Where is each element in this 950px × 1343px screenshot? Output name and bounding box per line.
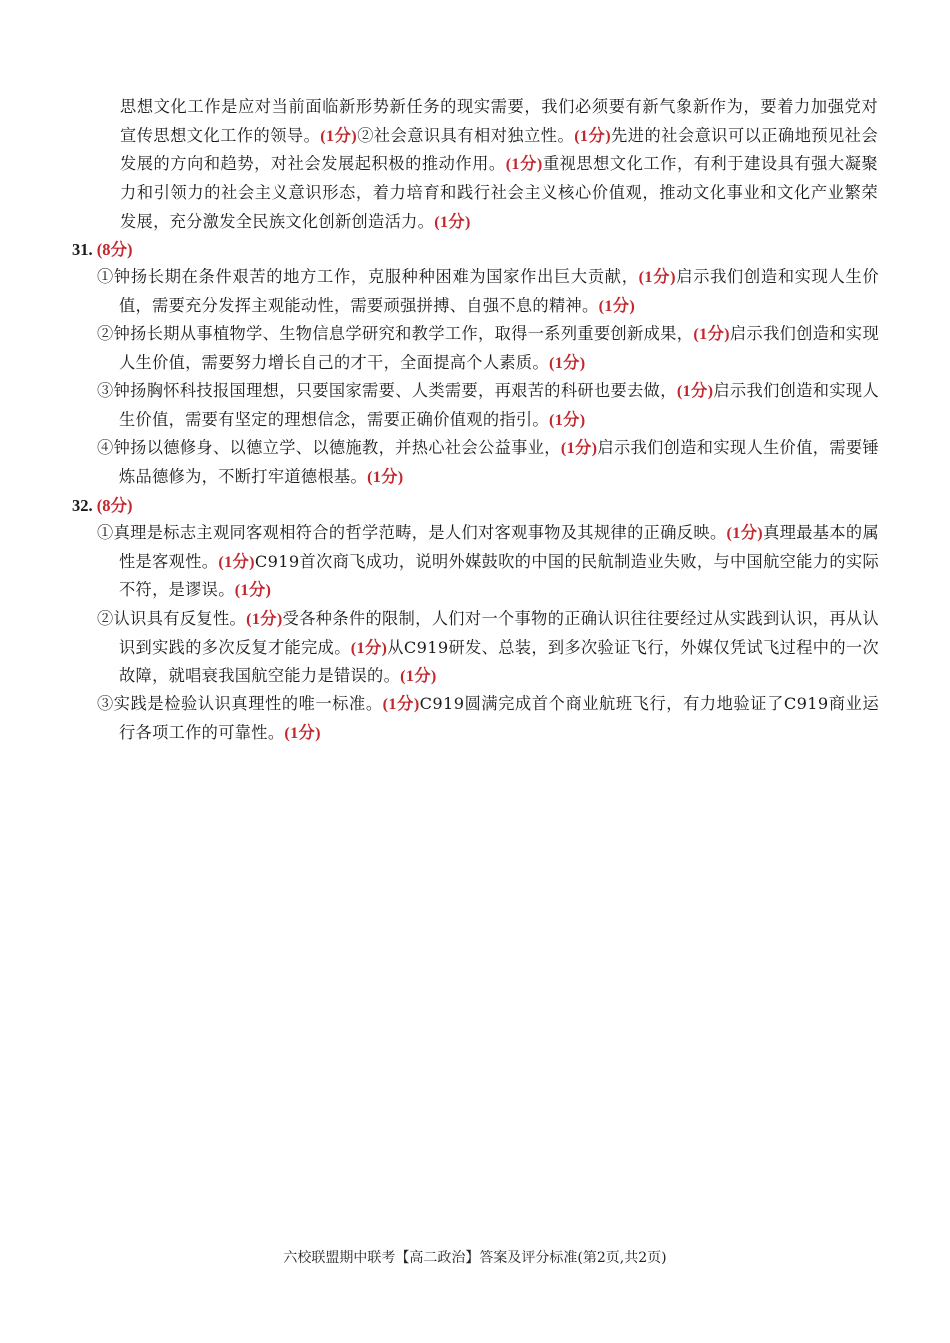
q32-answer-item-3 [97, 690, 879, 747]
answer-text: C919首次商飞成功，说明外媒鼓吹的中国的民航制造业失败，与中国航空能力的实际不符，是谬误。 [119, 551, 879, 600]
score-mark: (1分) [726, 524, 764, 542]
score-mark: (1分) [560, 439, 598, 457]
score-mark: (1分) [218, 552, 255, 571]
question-points: (8分) [96, 240, 133, 259]
question-32-heading [72, 492, 133, 520]
answer-text: ②社会意识具有相对独立性。 [357, 125, 575, 145]
score-mark: (1分) [350, 638, 388, 657]
score-mark: (1分) [548, 410, 586, 429]
score-mark: (1分) [676, 382, 714, 400]
score-mark: (1分) [367, 467, 404, 486]
score-mark: (1分) [382, 695, 420, 713]
question-points: (8分) [96, 496, 133, 515]
answer-text: 从C919研发、总装，到多次验证飞行，外媒仅凭试飞过程中的一次故障，就唱衰我国航空能力是错误的。 [119, 637, 879, 686]
q32-answer-item-1 [97, 519, 879, 605]
q31-answer-item-4 [97, 434, 879, 491]
answer-text: 真理最基本的属性是客观性。 [119, 523, 880, 571]
score-mark: (1分) [234, 581, 272, 600]
q31-answer-item-1 [97, 263, 879, 320]
score-mark: (1分) [400, 667, 437, 686]
answer-text: 思想文化工作是应对当前面临新形势新任务的现实需要，我们必须要有新气象新作为，要着力加强党对宣传思想文化工作的领导。 [120, 97, 878, 145]
score-mark: (1分) [574, 126, 611, 145]
answer-text: 重视思想文化工作，有利于建设具有强大凝聚力和引领力的社会主义意识形态，着力培育和践行社会主义核心价值观，推动文化事业和文化产业繁荣发展，充分激发全民族文化创新创造活力。 [120, 154, 878, 231]
score-mark: (1分) [598, 296, 636, 315]
answer-text: 受各种条件的限制，人们对一个事物的正确认识往往要经过从实践到认识，再从认识到实践的多次反复才能完成。 [119, 609, 879, 657]
score-mark: (1分) [284, 723, 321, 742]
score-mark: (1分) [505, 155, 543, 174]
answer-text: ④钟扬以德修身、以德立学、以德施教，并热心社会公益事业， [97, 438, 561, 457]
score-mark: (1分) [548, 353, 586, 372]
answer-text: C919圆满完成首个商业航班飞行，有力地验证了C919商业运行各项工作的可靠性。 [119, 694, 879, 742]
score-mark: (1分) [693, 325, 730, 343]
intro-paragraph [120, 93, 878, 237]
score-mark: (1分) [638, 268, 676, 286]
answer-text: ①真理是标志主观同客观相符合的哲学范畴，是人们对客观事物及其规律的正确反映。 [97, 523, 727, 542]
answer-text: ③钟扬胸怀科技报国理想，只要国家需要、人类需要，再艰苦的科研也要去做， [97, 381, 677, 400]
score-mark: (1分) [434, 212, 471, 231]
q31-answer-item-2 [97, 320, 879, 377]
score-mark: (1分) [246, 610, 283, 628]
question-31-heading [72, 236, 133, 264]
answer-text: 启示我们创造和实现人生价值，需要有坚定的理想信念，需要正确价值观的指引。 [119, 381, 880, 429]
answer-text: ②认识具有反复性。 [97, 609, 247, 628]
answer-text: ②钟扬长期从事植物学、生物信息学研究和教学工作，取得一系列重要创新成果， [97, 324, 694, 343]
score-mark: (1分) [320, 126, 358, 145]
question-number: 32. [72, 496, 93, 515]
q31-answer-item-3 [97, 377, 879, 434]
q32-answer-item-2 [97, 605, 879, 691]
question-number: 31. [72, 240, 93, 259]
page-footer: 六校联盟期中联考【高二政治】答案及评分标准(第2页,共2页) [283, 1250, 667, 1266]
answer-text: 先进的社会意识可以正确地预见社会发展的方向和趋势，对社会发展起积极的推动作用。 [120, 125, 879, 174]
answer-text: ①钟扬长期在条件艰苦的地方工作，克服种种困难为国家作出巨大贡献， [97, 267, 639, 286]
answer-text: 启示我们创造和实现人生价值，需要锤炼品德修为，不断打牢道德根基。 [119, 438, 879, 486]
answer-text: ③实践是检验认识真理性的唯一标准。 [97, 694, 383, 713]
answer-text: 启示我们创造和实现人生价值，需要努力增长自己的才干，全面提高个人素质。 [119, 324, 879, 372]
answer-text: 启示我们创造和实现人生价值，需要充分发挥主观能动性，需要顽强拼搏、自强不息的精神。 [119, 267, 880, 315]
